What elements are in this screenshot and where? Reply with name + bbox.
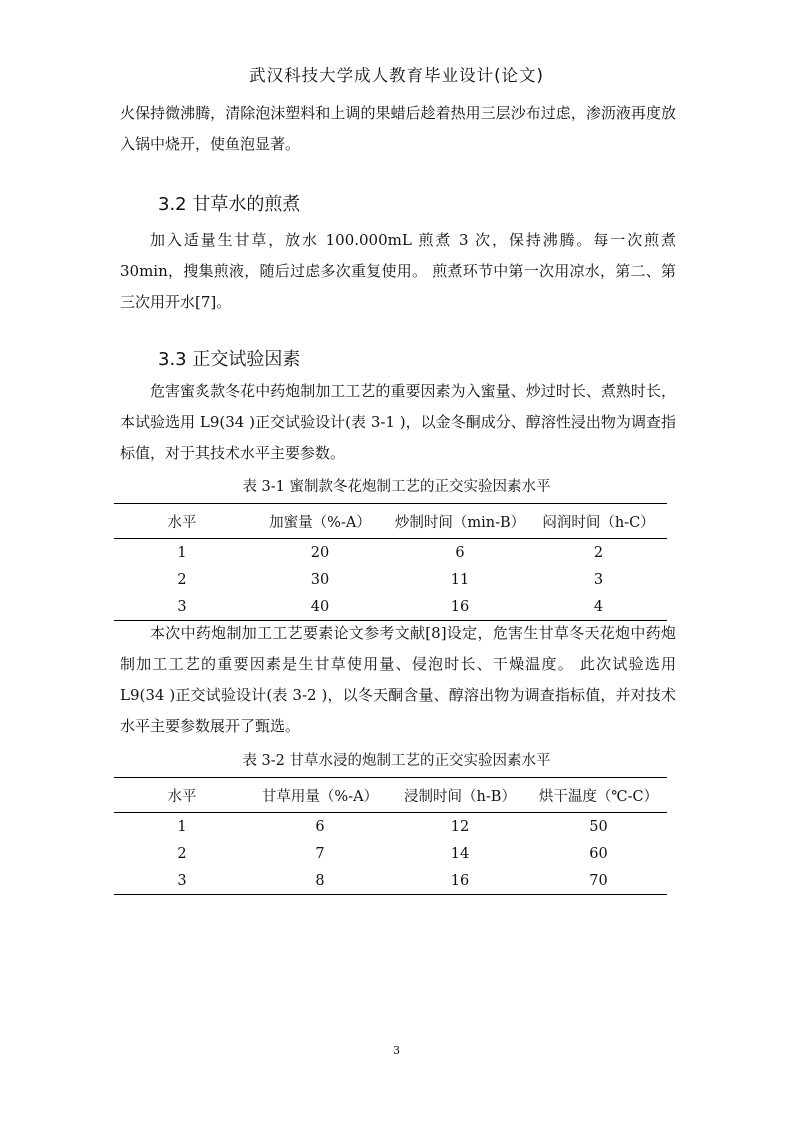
table-header-row <box>114 778 667 813</box>
table-cell: 11 <box>450 571 470 588</box>
table-row <box>114 593 667 621</box>
table-cell: 1 <box>177 818 187 835</box>
table-header-cell: 水平 <box>167 514 197 531</box>
table-row <box>114 813 667 841</box>
table-cell: 1 <box>177 544 187 561</box>
table-cell: 70 <box>589 872 608 889</box>
table-cell: 16 <box>450 598 470 615</box>
table-cell: 50 <box>589 818 608 835</box>
table-cell: 2 <box>177 845 187 862</box>
table-cell: 3 <box>593 571 604 588</box>
table-cell: 3 <box>177 872 187 889</box>
table-header-cell: 甘草用量（%-A） <box>261 788 379 805</box>
table-header-cell: 炒制时间（min-B） <box>394 514 526 531</box>
table-row <box>114 539 667 567</box>
page-number: 3 <box>393 1044 400 1057</box>
paragraph-3-3-a: 危害蜜炙款冬花中药炮制加工工艺的重要因素为入蜜量、炒过时长、煮熟时长，本试验选用 L9(34 )正交试验设计(表 3-1 )，以金冬酮成分、醇溶性浸出物为调查指标值，对于其技术水平主要参数。 <box>120 382 676 462</box>
paragraph-3-2: 加入适量生甘草，放水 100.000mL 煎煮 3 次，保持沸腾。每一次煎煮 30min，搜集煎液，随后过虑多次重复使用。 煎煮环节中第一次用凉水，第二、第三次用开水[7]。 <box>120 231 676 311</box>
table-row <box>114 840 667 867</box>
table-cell: 3 <box>177 598 187 615</box>
table-cell: 20 <box>310 544 330 561</box>
section-heading-3-3: 3.3 正交试验因素 <box>158 349 301 370</box>
table-caption-3-2: 表 3-2 甘草水浸的炮制工艺的正交实验因素水平 <box>242 753 551 769</box>
table-cell: 60 <box>589 845 608 862</box>
table-cell: 4 <box>593 598 604 615</box>
table-cell: 14 <box>450 845 470 862</box>
table-cell: 6 <box>315 818 325 835</box>
table-row <box>114 867 667 895</box>
table-header-cell: 烘干温度（℃-C） <box>538 788 659 805</box>
table-cell: 30 <box>310 571 330 588</box>
paragraph-3-3-b: 本次中药炮制加工工艺要素论文参考文献[8]设定，危害生甘草冬天花炮中药炮制加工工艺的重要因素是生甘草使用量、侵泡时长、干燥温度。 此次试验选用 L9(34 )正交试验设计(表 3-2 )，以冬天酮含量、醇溶出物为调查指标值，并对技术水平主要参数展开了甄选。 <box>120 624 676 735</box>
table-header-row <box>114 504 667 539</box>
table-header-cell: 水平 <box>167 788 197 805</box>
table-cell: 6 <box>455 544 465 561</box>
table-header-cell: 浸制时间（h-B） <box>404 788 516 805</box>
table-cell: 2 <box>177 571 187 588</box>
table-caption-3-1: 表 3-1 蜜制款冬花炮制工艺的正交实验因素水平 <box>242 479 551 495</box>
table-cell: 8 <box>315 872 325 889</box>
table-cell: 40 <box>310 598 330 615</box>
table-cell: 2 <box>593 544 604 561</box>
table-3-1 <box>114 503 667 621</box>
table-header-cell: 闷润时间（h-C） <box>542 514 655 531</box>
table-3-2 <box>114 777 667 895</box>
page-header: 武汉科技大学成人教育毕业设计(论文) <box>249 66 544 85</box>
paragraph-continued: 火保持微沸腾，清除泡沫塑料和上调的果蜡后趁着热用三层沙布过虑，渗沥液再度放入锅中烧开，使鱼泡显著。 <box>120 104 676 153</box>
table-cell: 7 <box>315 845 325 862</box>
table-cell: 16 <box>450 872 470 889</box>
table-cell: 12 <box>450 818 470 835</box>
section-heading-3-2: 3.2 甘草水的煎煮 <box>158 194 301 215</box>
table-header-cell: 加蜜量（%-A） <box>269 514 371 531</box>
table-row <box>114 566 667 593</box>
